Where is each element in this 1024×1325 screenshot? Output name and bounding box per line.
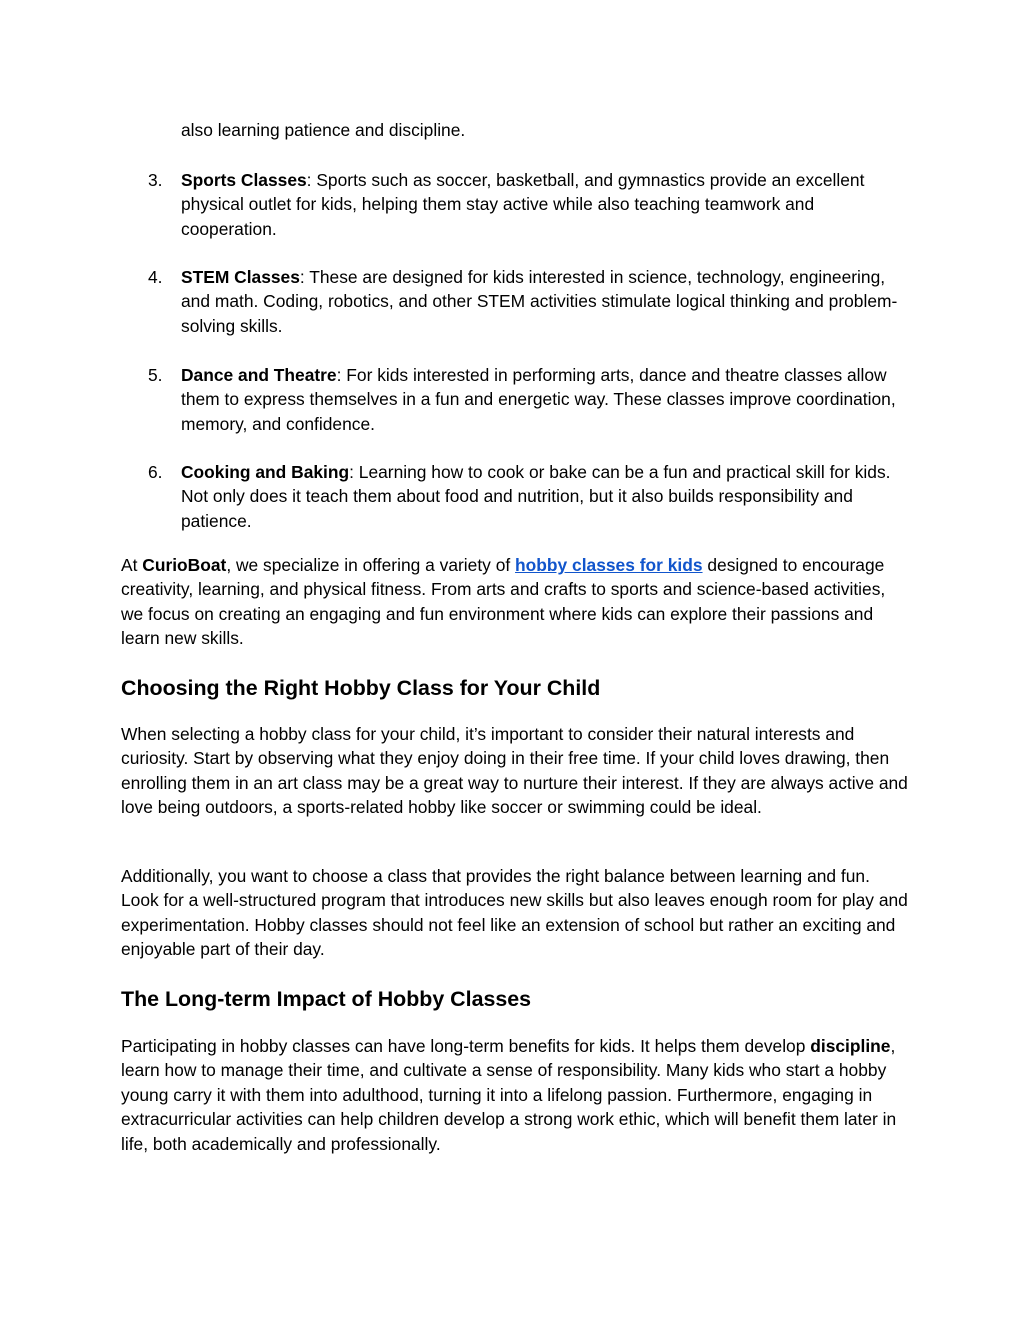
list-item-number: 6. [148, 462, 163, 482]
list-item-text: : These are designed for kids interested in science, technology, engineering, and math. Coding, robotics, and other STEM activities stimulate logical thinking and problem-solving skills. [181, 267, 898, 336]
choosing-paragraph-1: When selecting a hobby class for your child, it’s important to consider their natural interests and curiosity. Start by observing what they enjoy doing in their free time. If your child loves drawing, then enrolling them in an art class may be a great way to nurture their interest. If they are always active and love being outdoors, a sports-related hobby like soccer or swimming could be ideal. [121, 724, 908, 818]
list-item-number: 3. [148, 170, 163, 190]
list-item-body [181, 265, 911, 338]
intro-prefix: At [121, 555, 143, 575]
list-item-title: Sports Classes [181, 170, 307, 190]
list-item-number: 4. [148, 267, 163, 287]
list-item-title: Cooking and Baking [181, 462, 350, 482]
list-continuation-text: also learning patience and discipline. [181, 120, 466, 140]
intro-middle: , we specialize in offering a variety of [226, 555, 516, 575]
impact-prefix: Participating in hobby classes can have long-term benefits for kids. It helps them develop [121, 1036, 811, 1056]
hobby-classes-link[interactable]: hobby classes for kids [515, 555, 703, 575]
list-item-number: 5. [148, 365, 163, 385]
list-item-body [181, 460, 911, 533]
section-heading-impact: The Long-term Impact of Hobby Classes [121, 987, 532, 1011]
section-heading-choosing: Choosing the Right Hobby Class for Your Child [121, 676, 601, 700]
list-item-body [181, 168, 911, 241]
impact-bold-word: discipline [810, 1036, 891, 1056]
list-item-text: : Learning how to cook or bake can be a fun and practical skill for kids. Not only does it teach them about food and nutrition, but it also builds responsibility and patience. [181, 462, 891, 531]
intro-suffix: designed to encourage creativity, learning, and physical fitness. From arts and crafts to sports and science-based activities, we focus on creating an engaging and fun environment where kids can explore their passions and learn new skills. [121, 555, 886, 649]
impact-suffix: , learn how to manage their time, and cultivate a sense of responsibility. Many kids who start a hobby young carry it with them into adulthood, turning it into a lifelong passion. Furthermore, engaging in extracurricular activities can help children develop a strong work ethic, which will benefit them later in life, both academically and professionally. [121, 1036, 897, 1154]
list-item-text: : For kids interested in performing arts, dance and theatre classes allow them to express themselves in a fun and energetic way. These classes improve coordination, memory, and confidence. [181, 365, 896, 434]
impact-paragraph [121, 1034, 911, 1156]
list-item-title: Dance and Theatre [181, 365, 337, 385]
list-item-body [181, 363, 911, 436]
list-item-title: STEM Classes [181, 267, 300, 287]
choosing-paragraph-2: Additionally, you want to choose a class that provides the right balance between learning and fun. Look for a well-structured program that introduces new skills but also leaves enough room for play and experimentation. Hobby classes should not feel like an extension of school but rather an exciting and enjoyable part of their day. [121, 866, 908, 960]
brand-name: CurioBoat [142, 555, 227, 575]
list-item-text: : Sports such as soccer, basketball, and gymnastics provide an excellent physical outlet for kids, helping them stay active while also teaching teamwork and cooperation. [181, 170, 865, 239]
intro-paragraph [121, 553, 911, 651]
